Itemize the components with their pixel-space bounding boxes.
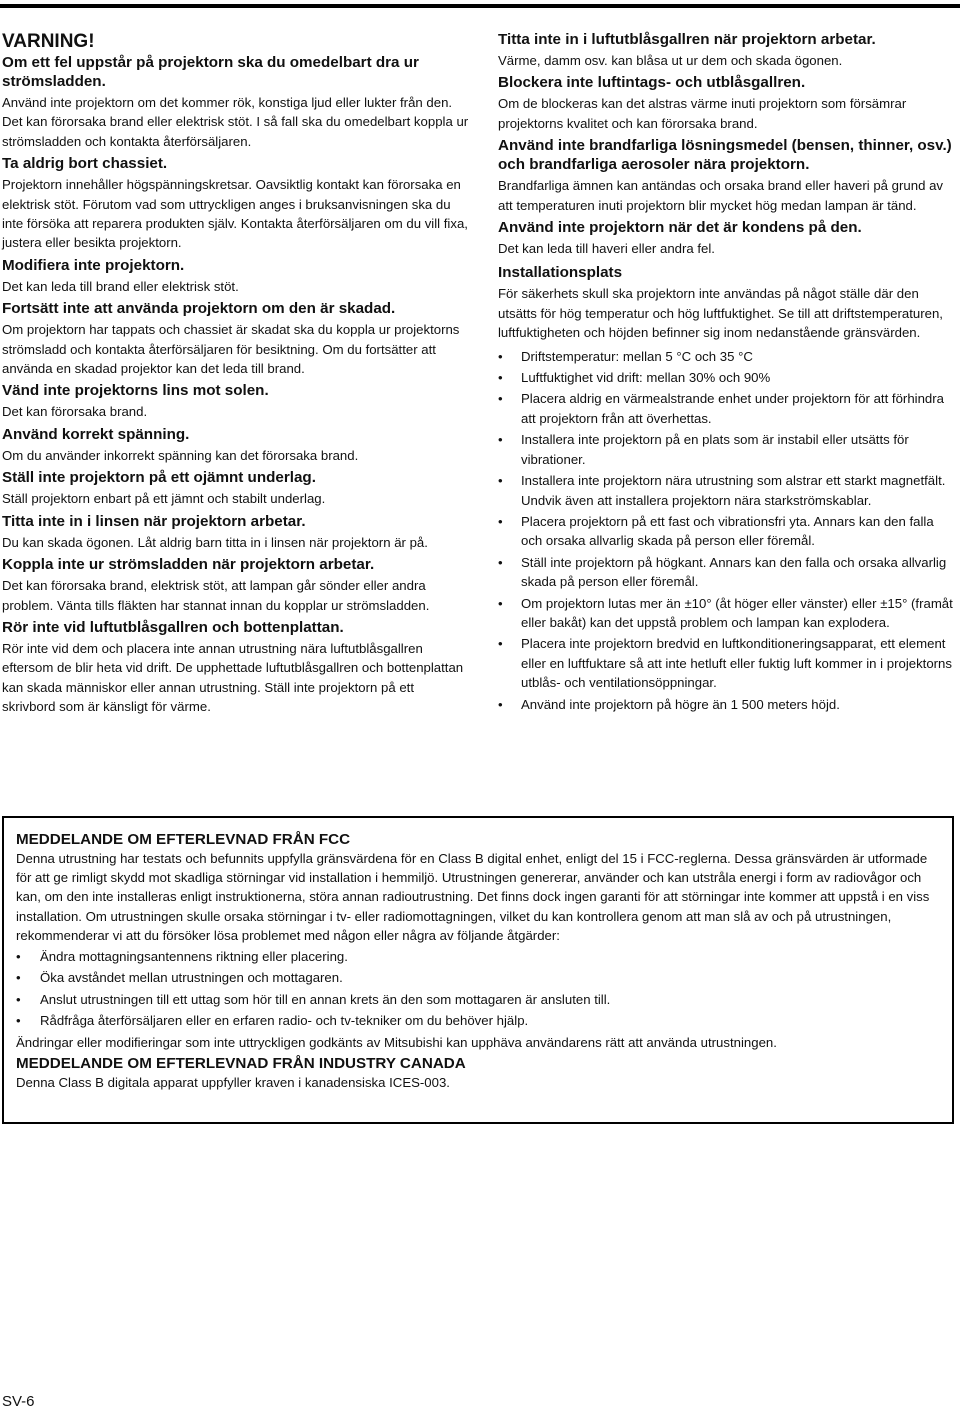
section-heading: Använd inte projektorn när det är kondens på den. — [498, 219, 862, 237]
bullet-icon: • — [498, 370, 503, 386]
right-column — [498, 30, 958, 716]
section-text: Brandfarliga ämnen kan antändas och orsaka brand eller haveri på grund av att temperaturen inuti projektorn blir mycket hög medan lampan är tänd. — [498, 178, 943, 213]
bullet-icon: • — [498, 636, 503, 652]
bullet-icon: • — [498, 513, 503, 529]
section-heading: Använd inte brandfarliga lösningsmedel (bensen, thinner, osv.) och brandfarliga aerosoler nära projektorn. — [498, 137, 952, 174]
installation-intro: För säkerhets skull ska projektorn inte användas på något ställe där den utsätts för hög temperatur och hög luftfuktighet. Se till att driftstemperaturen, luftfuktigheten och höjden befinner sig inom nedanstående gränsvärden. — [498, 286, 943, 341]
list-item-text: Installera inte projektorn på en plats som är instabil eller utsätts för vibrationer. — [521, 432, 909, 467]
list-item — [498, 471, 958, 510]
section-text: Om projektorn har tappats och chassiet är skadat ska du koppla ur projektorns strömsladd och kontakta återförsäljaren för besiktning. Om du fortsätter att använda en skadad projektor kan det leda till brand. — [2, 322, 460, 377]
section-heading: Om ett fel uppstår på projektorn ska du omedelbart dra ur strömsladden. — [2, 54, 419, 90]
section-heading: Modifiera inte projektorn. — [2, 256, 185, 274]
fcc-heading: MEDDELANDE OM EFTERLEVNAD FRÅN FCC — [16, 831, 351, 848]
list-item — [498, 368, 958, 387]
list-item-text: Ändra mottagningsantennens riktning eller placering. — [40, 949, 348, 965]
fcc-closing: Ändringar eller modifieringar som inte uttryckligen godkänts av Mitsubishi kan upphäva användarens rätt att använda utrustningen. — [16, 1034, 777, 1050]
bullet-icon: • — [498, 595, 503, 611]
list-item — [16, 968, 942, 987]
list-item — [498, 634, 958, 692]
list-item — [498, 389, 958, 428]
canada-heading: MEDDELANDE OM EFTERLEVNAD FRÅN INDUSTRY CANADA — [16, 1054, 466, 1072]
section-text: Om de blockeras kan det alstras värme inuti projektorn som försämrar projektorns kvalitet och kan förorsaka brand. — [498, 96, 907, 131]
list-item-text: Använd inte projektorn på högre än 1 500 meters höjd. — [521, 696, 840, 712]
list-item — [498, 512, 958, 551]
section-text: Använd inte projektorn om det kommer rök, konstiga ljud eller lukter från den. Det kan förorsaka brand eller elektrisk stöt. I så fall ska du omedelbart koppla ur strömsladden och kontakta återförsäljaren. — [2, 95, 469, 149]
list-item — [498, 594, 958, 633]
list-item-text: Anslut utrustningen till ett uttag som hör till en annan krets än den som mottagaren är ansluten till. — [40, 991, 611, 1007]
bullet-icon: • — [498, 391, 503, 407]
installation-list — [498, 347, 958, 714]
list-item-text: Luftfuktighet vid drift: mellan 30% och 90% — [521, 370, 771, 386]
list-item — [498, 695, 958, 714]
section-heading: Titta inte in i luftutblåsgallren när projektorn arbetar. — [498, 31, 876, 48]
section-text: Det kan förorsaka brand, elektrisk stöt, att lampan går sönder eller andra problem. Vänta tills fläkten har stannat innan du kopplar ur strömsladden. — [2, 578, 430, 613]
list-item-text: Om projektorn lutas mer än ±10° (åt höger eller vänster) eller ±15° (framåt eller bakåt) kan det uppstå problem och lampan kan explodera. — [521, 595, 953, 630]
left-column — [2, 30, 470, 719]
bullet-icon: • — [498, 696, 503, 712]
bullet-icon: • — [16, 991, 21, 1007]
bullet-icon: • — [16, 949, 21, 965]
bullet-icon: • — [498, 432, 503, 448]
bullet-icon: • — [498, 348, 503, 364]
list-item-text: Placera aldrig en värmealstrande enhet under projektorn för att förhindra att projektorn från att överhettas. — [521, 391, 944, 426]
fcc-text: Denna utrustning har testats och befunnits uppfylla gränsvärdena för en Class B digital enhet, enligt del 15 i FCC-reglerna. Dessa gränsvärden är utformade för att ge rimligt skydd mot skadliga störningar vid installation i hemmiljö. Utrustningen genererar, använder och kan utstråla energi i form av radiovågor och kan, om den inte installeras enligt instruktionerna, störa annan radioutrustning. Det finns dock ingen garanti för att störningar inte kommer att uppstå i en viss installation. Om utrustningen skulle orsaka störningar i tv- eller radiomottagningen, vilket du kan kontrollera genom att man slå av och på utrustningen, rekommenderar vi att du försöker lösa problemet med någon eller några av följande åtgärder: — [16, 851, 930, 943]
bullet-icon: • — [16, 1013, 21, 1029]
section-text: Värme, damm osv. kan blåsa ut ur dem och skada ögonen. — [498, 53, 843, 68]
section-text: Projektorn innehåller högspänningskretsar. Oavsiktlig kontakt kan förorsaka en elektrisk stöt. Förutom vad som uttryckligen anges i bruksanvisningen ska du inte försöka att reparera produkten själv. Kontakta återförsäljaren om du vill fixa, justera eller besikta projektorn. — [2, 177, 468, 251]
list-item-text: Installera inte projektorn nära utrustning som alstrar ett starkt magnetfält. Undvik även att installera projektorn nära starkströmskablar. — [521, 473, 946, 508]
list-item-text: Driftstemperatur: mellan 5 °C och 35 °C — [521, 348, 753, 364]
section-text: Det kan förorsaka brand. — [2, 404, 148, 420]
list-item-text: Rådfråga återförsäljaren eller en erfaren radio- och tv-tekniker om du behöver hjälp. — [40, 1013, 529, 1029]
section-heading: Ta aldrig bort chassiet. — [2, 155, 168, 173]
list-item-text: Ställ inte projektorn på högkant. Annars kan den falla och orsaka allvarlig skada på person eller föremål. — [521, 554, 947, 590]
section-heading: Använd korrekt spänning. — [2, 425, 190, 443]
list-item — [16, 990, 942, 1009]
section-text: Det kan leda till brand eller elektrisk stöt. — [2, 278, 239, 294]
section-heading: Fortsätt inte att använda projektorn om den är skadad. — [2, 300, 396, 318]
section-text: Det kan leda till haveri eller andra fel. — [498, 241, 715, 257]
section-text: Du kan skada ögonen. Låt aldrig barn titta in i linsen när projektorn är på. — [2, 534, 428, 550]
list-item — [16, 947, 942, 966]
section-heading: Ställ inte projektorn på ett ojämnt underlag. — [2, 469, 316, 487]
section-text: Ställ projektorn enbart på ett jämnt och stabilt underlag. — [2, 491, 326, 507]
list-item-text: Placera inte projektorn bredvid en luftkonditioneringsapparat, ett element eller en luftfuktare så att inte hetluft eller fuktig luft kommer in i projektorns utblås- och ventilationsöppningar. — [521, 636, 952, 691]
installation-heading: Installationsplats — [498, 264, 623, 282]
section-heading: Vänd inte projektorns lins mot solen. — [2, 382, 269, 400]
page-number: SV-6 — [2, 1393, 35, 1410]
section-text: Rör inte vid dem och placera inte annan utrustning nära luftutblåsgallren eftersom de blir heta vid drift. De upphettade luftutblåsgallren och bottenplattan kan skada människor eller annan utrustning. Ställ inte projektorn på ett skrivbord som är känsligt för värme. — [2, 640, 464, 715]
list-item-text: Öka avståndet mellan utrustningen och mottagaren. — [40, 970, 343, 986]
canada-text: Denna Class B digitala apparat uppfyller kraven i kanadensiska ICES-003. — [16, 1074, 450, 1090]
top-rule — [0, 4, 960, 8]
section-heading: Rör inte vid luftutblåsgallren och bottenplattan. — [2, 618, 344, 636]
section-text: Om du använder inkorrekt spänning kan det förorsaka brand. — [2, 447, 359, 463]
list-item — [498, 347, 958, 366]
warning-title: VARNING! — [2, 31, 95, 52]
section-heading: Blockera inte luftintags- och utblåsgallren. — [498, 74, 806, 92]
list-item — [16, 1011, 942, 1030]
section-heading: Titta inte in i linsen när projektorn arbetar. — [2, 512, 306, 530]
bullet-icon: • — [498, 473, 503, 489]
bullet-icon: • — [498, 554, 503, 570]
list-item — [498, 553, 958, 592]
fcc-list — [16, 947, 942, 1031]
section-heading: Koppla inte ur strömsladden när projektorn arbetar. — [2, 556, 375, 574]
bullet-icon: • — [16, 970, 21, 986]
list-item-text: Placera projektorn på ett fast och vibrationsfri yta. Annars kan den falla och orsaka allvarlig skada på person eller föremål. — [521, 513, 934, 549]
list-item — [498, 430, 958, 469]
fcc-notice-box — [2, 816, 954, 1124]
